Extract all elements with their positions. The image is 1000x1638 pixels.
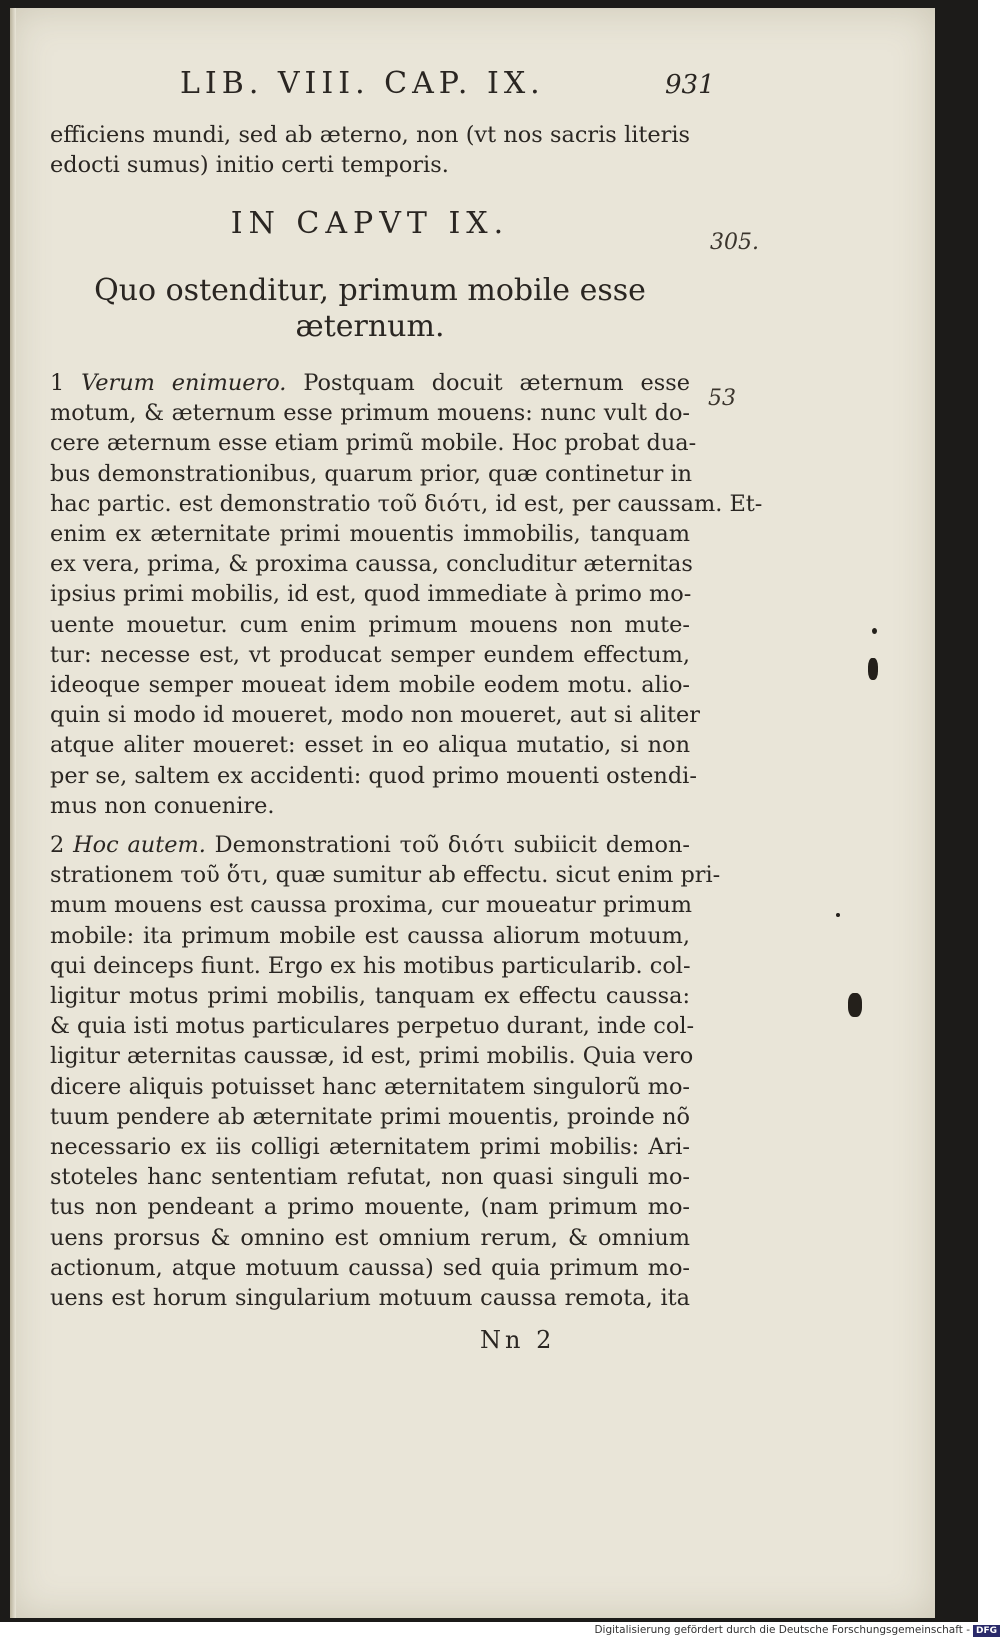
paragraph-first-line xyxy=(50,830,690,860)
text-line: motum, & æternum esse primum mouens: nunc vult do- xyxy=(50,400,690,427)
text-line: hac partic. est demonstratio τοῦ διότι, id est, per caussam. Et- xyxy=(50,490,763,517)
text-line: tuum pendere ab æternitate primi mouentis, proinde nõ xyxy=(50,1103,690,1130)
ink-spot xyxy=(848,993,862,1017)
text-line: stoteles hanc sententiam refutat, non quasi singuli mo- xyxy=(50,1164,690,1191)
text-line: enim ex æternitate primi mouentis immobilis, tanquam xyxy=(50,521,690,548)
text-line: efficiens mundi, sed ab æterno, non (vt nos sacris literis xyxy=(50,122,690,148)
ink-spot xyxy=(872,628,877,634)
subtitle-line: æternum. xyxy=(295,309,445,344)
ink-spot xyxy=(868,658,878,680)
catchword-signature: Nn 2 xyxy=(480,1326,556,1354)
margin-note-folio: 305. xyxy=(710,230,759,255)
paragraph-first-line xyxy=(50,368,690,398)
text-line: atque aliter moueret: esset in eo aliqua mutatio, si non xyxy=(50,732,690,759)
text-line: tur: necesse est, vt producat semper eundem effectum, xyxy=(50,641,690,668)
text-line: strationem τοῦ ὅτι, quæ sumitur ab effectu. sicut enim pri- xyxy=(50,862,721,889)
text-line: ligitur æternitas caussæ, id est, primi mobilis. Quia vero xyxy=(50,1043,694,1070)
text-line: quin si modo id moueret, modo non moueret, aut si aliter xyxy=(50,702,700,729)
book-page xyxy=(10,8,935,1618)
text-line: dicere aliquis potuisset hanc æternitatem singulorũ mo- xyxy=(50,1073,690,1100)
text-line: ex vera, prima, & proxima caussa, concluditur æternitas xyxy=(50,551,693,578)
text-line: cere æternum esse etiam primũ mobile. Hoc probat dua- xyxy=(50,430,697,457)
text-line: bus demonstrationibus, quarum prior, quæ continetur in xyxy=(50,460,693,487)
paragraph-first-line-text: Postquam docuit æternum esse xyxy=(303,370,690,396)
text-line: mobile: ita primum mobile est caussa aliorum motuum, xyxy=(50,922,690,949)
text-line: per se, saltem ex accidenti: quod primo mouenti ostendi- xyxy=(50,762,697,789)
paragraph-lemma: Verum enimuero. xyxy=(81,370,287,396)
chapter-heading: IN CAPVT IX. xyxy=(230,206,510,241)
text-line: uens est horum singularium motuum caussa remota, ita xyxy=(50,1285,690,1312)
margin-note-reference: 53 xyxy=(708,386,736,411)
ink-spot xyxy=(836,913,840,917)
dfg-logo: DFG xyxy=(973,1625,1000,1637)
text-line: & quia isti motus particulares perpetuo durant, inde col- xyxy=(50,1013,695,1040)
page-gutter-edge xyxy=(10,8,16,1618)
text-line: edocti sumus) initio certi temporis. xyxy=(50,152,449,179)
running-head: LIB. VIII. CAP. IX. xyxy=(180,66,545,101)
paragraph-number: 1 xyxy=(50,370,65,396)
paragraph-2 xyxy=(50,830,721,1313)
chapter-subtitle xyxy=(50,273,690,345)
subtitle-line: Quo ostenditur, primum mobile esse xyxy=(94,273,646,308)
text-line: tus non pendeant a primo mouente, (nam primum mo- xyxy=(50,1194,690,1221)
text-line: uens prorsus & omnino est omnium rerum, & omnium xyxy=(50,1224,690,1251)
text-line: ipsius primi mobilis, id est, quod immediate à primo mo- xyxy=(50,581,692,608)
paragraph-number: 2 xyxy=(50,832,65,858)
text-line: actionum, atque motuum caussa) sed quia primum mo- xyxy=(50,1254,690,1281)
text-line: necessario ex iis colligi æternitatem primi mobilis: Ari- xyxy=(50,1134,690,1161)
page-number: 931 xyxy=(665,70,715,100)
footer-text: Digitalisierung gefördert durch die Deutsche Forschungsgemeinschaft - xyxy=(594,1624,970,1636)
paragraph-first-line-text: Demonstrationi τοῦ διότι subiicit demon- xyxy=(214,832,690,858)
footer-credit xyxy=(580,1622,1000,1638)
text-line: uente mouetur. cum enim primum mouens non mute- xyxy=(50,611,690,638)
text-line: ideoque semper moueat idem mobile eodem motu. alio- xyxy=(50,672,690,699)
paragraph-lemma: Hoc autem. xyxy=(73,832,206,858)
text-line: qui deinceps fiunt. Ergo ex his motibus particularib. col- xyxy=(50,952,691,979)
text-line: ligitur motus primi mobilis, tanquam ex effectu caussa: xyxy=(50,983,690,1010)
text-line: mum mouens est caussa proxima, cur moueatur primum xyxy=(50,892,692,919)
text-line: mus non conuenire. xyxy=(50,792,275,819)
intro-text xyxy=(50,120,690,180)
